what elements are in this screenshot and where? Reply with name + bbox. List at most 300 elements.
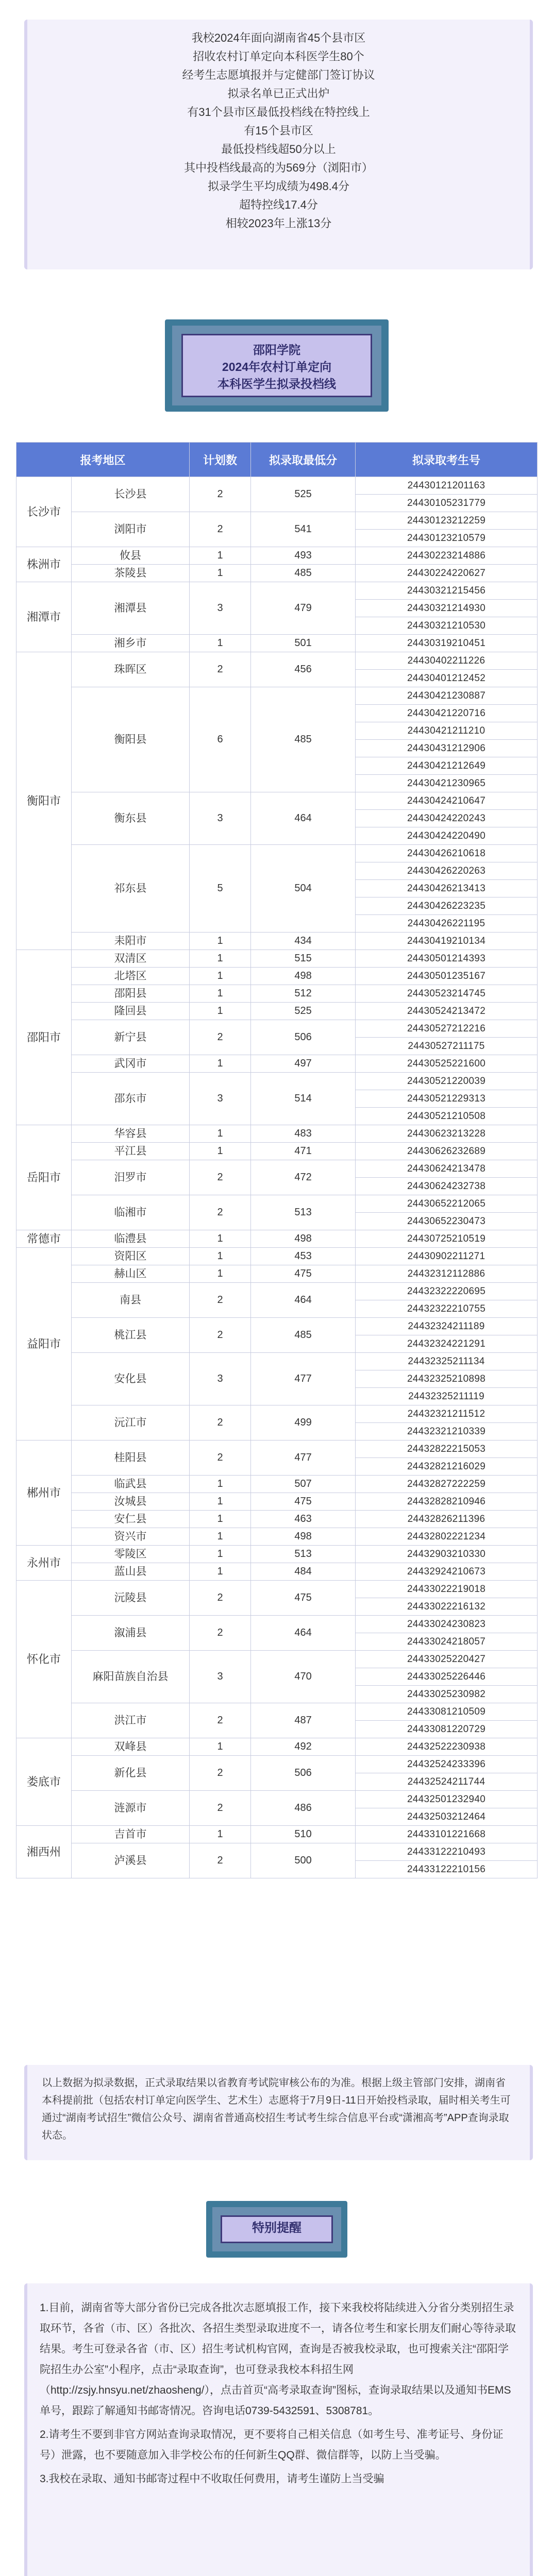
exam-id-cell: 24432903210330: [356, 1546, 538, 1563]
exam-id-cell: 24433101221668: [356, 1826, 538, 1843]
city-cell: 怀化市: [16, 1581, 72, 1738]
plan-cell: 1: [190, 933, 251, 950]
city-cell: 湘潭市: [16, 582, 72, 652]
table-row: [16, 1265, 538, 1283]
county-cell: 湘潭县: [72, 582, 190, 635]
min-score-cell: 497: [251, 1055, 356, 1073]
county-cell: 汝城县: [72, 1493, 190, 1511]
summary-line: 拟录名单已正式出炉: [227, 87, 330, 100]
summary-line: 招收农村订单定向本科医学生80个: [193, 50, 364, 63]
summary-line: 我校2024年面向湖南省45个县市区: [191, 31, 366, 44]
county-cell: 长沙县: [72, 477, 190, 512]
min-score-cell: 485: [251, 1318, 356, 1353]
exam-id-cell: 24430123212259: [356, 512, 538, 530]
min-score-cell: 515: [251, 950, 356, 968]
exam-id-cell: 24430624232738: [356, 1178, 538, 1195]
min-score-cell: 500: [251, 1843, 356, 1878]
exam-id-cell: 24430402211226: [356, 652, 538, 670]
exam-id-cell: 24430521229313: [356, 1090, 538, 1108]
county-cell: 隆回县: [72, 1003, 190, 1020]
table-row: [16, 512, 538, 530]
county-cell: 湘乡市: [72, 635, 190, 652]
plan-cell: 3: [190, 582, 251, 635]
county-cell: 双清区: [72, 950, 190, 968]
exam-id-cell: 24430121201163: [356, 477, 538, 495]
table-row: [16, 1283, 538, 1300]
county-cell: 资阳区: [72, 1248, 190, 1265]
exam-id-cell: 24430902211271: [356, 1248, 538, 1265]
min-score-cell: 477: [251, 1440, 356, 1476]
exam-id-cell: 24433024230823: [356, 1616, 538, 1633]
exam-id-cell: 24432503212464: [356, 1808, 538, 1826]
min-score-cell: 472: [251, 1160, 356, 1195]
exam-id-cell: 24430624213478: [356, 1160, 538, 1178]
exam-id-cell: 24430224220627: [356, 565, 538, 582]
min-score-cell: 464: [251, 1616, 356, 1651]
county-cell: 沅江市: [72, 1405, 190, 1440]
city-cell: 郴州市: [16, 1440, 72, 1546]
table-row: [16, 1826, 538, 1843]
exam-id-cell: 24430725210519: [356, 1230, 538, 1248]
min-score-cell: 434: [251, 933, 356, 950]
table-row: [16, 1125, 538, 1143]
min-score-cell: 477: [251, 1353, 356, 1405]
exam-id-cell: 24432324221291: [356, 1335, 538, 1353]
min-score-cell: 510: [251, 1826, 356, 1843]
exam-id-cell: 24430424210647: [356, 792, 538, 810]
heading-box: [181, 334, 372, 397]
plan-cell: 3: [190, 792, 251, 845]
heading-line-title: 本科医学生拟录投档线: [217, 377, 336, 391]
exam-id-cell: 24430321215456: [356, 582, 538, 600]
table-row: [16, 1546, 538, 1563]
county-cell: 双峰县: [72, 1738, 190, 1756]
plan-cell: 5: [190, 845, 251, 933]
table-row: [16, 1756, 538, 1773]
exam-id-cell: 24430501214393: [356, 950, 538, 968]
reminder-point-2: 2.请考生不要到非官方网站查询录取情况，更不要将自己相关信息（如考生号、准考证号、身份证号）泄露，也不要随意加入非学校公布的任何新生QQ群、微信群等，以防上当受骗。: [40, 2429, 504, 2461]
table-row: [16, 1616, 538, 1633]
exam-id-cell: 24430321210530: [356, 617, 538, 635]
plan-cell: 1: [190, 968, 251, 985]
county-cell: 浏阳市: [72, 512, 190, 547]
exam-id-cell: 24433025226446: [356, 1668, 538, 1686]
table-row: [16, 968, 538, 985]
plan-cell: 1: [190, 1055, 251, 1073]
exam-id-cell: 24430623213228: [356, 1125, 538, 1143]
county-cell: 新化县: [72, 1756, 190, 1791]
exam-id-cell: 24432501232940: [356, 1791, 538, 1808]
plan-cell: 2: [190, 1160, 251, 1195]
city-cell: 邵阳市: [16, 950, 72, 1125]
exam-id-cell: 24432822215053: [356, 1440, 538, 1458]
county-cell: 桂阳县: [72, 1440, 190, 1476]
table-row: [16, 1405, 538, 1423]
table-row: [16, 1738, 538, 1756]
exam-id-cell: 24430525221600: [356, 1055, 538, 1073]
plan-cell: 1: [190, 950, 251, 968]
exam-id-cell: 24432324211189: [356, 1318, 538, 1335]
table-row: [16, 1160, 538, 1178]
plan-cell: 1: [190, 1125, 251, 1143]
plan-cell: 1: [190, 1248, 251, 1265]
table-row: [16, 1511, 538, 1528]
plan-cell: 2: [190, 1405, 251, 1440]
min-score-cell: 514: [251, 1073, 356, 1125]
min-score-cell: 506: [251, 1020, 356, 1055]
min-score-cell: 512: [251, 985, 356, 1003]
county-cell: 资兴市: [72, 1528, 190, 1546]
plan-cell: 2: [190, 1703, 251, 1738]
plan-cell: 1: [190, 1143, 251, 1160]
plan-cell: 3: [190, 1353, 251, 1405]
plan-cell: 1: [190, 1528, 251, 1546]
exam-id-cell: 24430426210618: [356, 845, 538, 862]
min-score-cell: 513: [251, 1546, 356, 1563]
reminder-point-1: 1.目前，湖南省等大部分省份已完成各批次志愿填报工作，接下来我校将陆续进入分省分类别招生录取环节，各省（市、区）各批次、各招生类型录取进度不一，请各位考生和家长朋友们耐心等待录取结果。考生可登录各省（市、区）招生考试机构官网，查询是否被我校录取，也可搜索关注“邵阳学院招生办公室”小程序，点击“录取查询”，也可登录我校本科招生网（http://zsjy.hnsyu.net/zhaosheng/），点击首页“高考录取查询”图标，查询录取结果以及通知书EMS单号，跟踪了解通知书邮寄情况。咨询电话0739-5432591、5308781。: [40, 2302, 516, 2417]
min-score-cell: 498: [251, 1528, 356, 1546]
min-score-cell: 498: [251, 968, 356, 985]
min-score-cell: 513: [251, 1195, 356, 1230]
county-cell: 汨罗市: [72, 1160, 190, 1195]
table-row: [16, 1563, 538, 1581]
plan-cell: 1: [190, 635, 251, 652]
plan-cell: 2: [190, 1843, 251, 1878]
min-score-cell: 487: [251, 1703, 356, 1738]
plan-cell: 1: [190, 565, 251, 582]
summary-line: 拟录学生平均成绩为498.4分: [207, 180, 350, 193]
exam-id-cell: 24433081220729: [356, 1721, 538, 1738]
county-cell: 邵阳县: [72, 985, 190, 1003]
plan-cell: 2: [190, 652, 251, 687]
plan-cell: 2: [190, 1318, 251, 1353]
exam-id-cell: 24433122210493: [356, 1843, 538, 1861]
exam-id-cell: 24432325211134: [356, 1353, 538, 1370]
exam-id-cell: 24430424220490: [356, 827, 538, 845]
plan-cell: 3: [190, 1651, 251, 1703]
min-score-cell: 484: [251, 1563, 356, 1581]
summary-line: 超特控线17.4分: [239, 198, 318, 211]
min-score-cell: 525: [251, 477, 356, 512]
summary-lines: [27, 29, 530, 233]
table-row: [16, 1528, 538, 1546]
reminder-title: 特别提醒: [221, 2215, 333, 2243]
table-row: [16, 582, 538, 600]
exam-id-cell: 24430123210579: [356, 530, 538, 547]
exam-id-cell: 24433025220427: [356, 1651, 538, 1668]
county-cell: 赫山区: [72, 1265, 190, 1283]
city-cell: 岳阳市: [16, 1125, 72, 1230]
min-score-cell: 504: [251, 845, 356, 933]
min-score-cell: 525: [251, 1003, 356, 1020]
notice-text: 以上数据为拟录数据，正式录取结果以省教育考试院审核公布的为准。根据上级主管部门安排，湖南省本科提前批（包括农村订单定向医学生、艺术生）志愿将于7月9日-11日开始投档录取，届时相关考生可通过“湖南考试招生”微信公众号、湖南省普通高校招生考试考生综合信息平台或“潇湘高考”APP查询录取状态。: [42, 2077, 511, 2141]
city-cell: 湘西州: [16, 1826, 72, 1878]
exam-id-cell: 24432524233396: [356, 1756, 538, 1773]
min-score-cell: 470: [251, 1651, 356, 1703]
exam-id-cell: 24433022216132: [356, 1598, 538, 1616]
reminder-points-box: [24, 2283, 533, 2576]
county-cell: 南县: [72, 1283, 190, 1318]
exam-id-cell: 24432524211744: [356, 1773, 538, 1791]
table-row: [16, 1353, 538, 1370]
plan-cell: 2: [190, 1195, 251, 1230]
plan-cell: 2: [190, 1581, 251, 1616]
exam-id-cell: 24432325211119: [356, 1388, 538, 1405]
exam-id-cell: 24430419210134: [356, 933, 538, 950]
summary-line: 最低投档线超50分以上: [221, 143, 336, 156]
min-score-cell: 464: [251, 792, 356, 845]
plan-cell: 1: [190, 1826, 251, 1843]
table-row: [16, 1073, 538, 1090]
exam-id-cell: 24430626232689: [356, 1143, 538, 1160]
table-row: [16, 565, 538, 582]
plan-cell: 1: [190, 1546, 251, 1563]
county-cell: 武冈市: [72, 1055, 190, 1073]
exam-id-cell: 24430421212649: [356, 757, 538, 775]
exam-id-cell: 24430421230965: [356, 775, 538, 792]
exam-id-cell: 24432522230938: [356, 1738, 538, 1756]
table-row: [16, 1703, 538, 1721]
table-row: [16, 792, 538, 810]
exam-id-cell: 24432826211396: [356, 1511, 538, 1528]
min-score-cell: 541: [251, 512, 356, 547]
plan-cell: 1: [190, 1003, 251, 1020]
exam-id-cell: 24432321210339: [356, 1423, 538, 1440]
table-row: [16, 1843, 538, 1861]
min-score-cell: 471: [251, 1143, 356, 1160]
plan-cell: 1: [190, 1563, 251, 1581]
exam-id-cell: 24430426213413: [356, 880, 538, 897]
exam-id-cell: 24432821216029: [356, 1458, 538, 1476]
table-row: [16, 1020, 538, 1038]
exam-id-cell: 24430521210508: [356, 1108, 538, 1125]
exam-id-cell: 24430431212906: [356, 740, 538, 757]
plan-cell: 2: [190, 1020, 251, 1055]
plan-cell: 1: [190, 1738, 251, 1756]
county-cell: 洪江市: [72, 1703, 190, 1738]
exam-id-cell: 24432325210898: [356, 1370, 538, 1388]
plan-cell: 1: [190, 1265, 251, 1283]
plan-cell: 1: [190, 1476, 251, 1493]
exam-id-cell: 24432802221234: [356, 1528, 538, 1546]
table-row: [16, 1230, 538, 1248]
exam-id-cell: 24433025230982: [356, 1686, 538, 1703]
county-cell: 桃江县: [72, 1318, 190, 1353]
plan-cell: 1: [190, 1230, 251, 1248]
plan-cell: 2: [190, 1616, 251, 1651]
city-cell: 长沙市: [16, 477, 72, 547]
exam-id-cell: 24432312112886: [356, 1265, 538, 1283]
summary-line: 有15个县市区: [244, 124, 313, 137]
exam-id-cell: 24430527211175: [356, 1038, 538, 1055]
header-region: 报考地区: [16, 443, 190, 477]
plan-cell: 6: [190, 687, 251, 792]
county-cell: 溆浦县: [72, 1616, 190, 1651]
county-cell: 泸溪县: [72, 1843, 190, 1878]
county-cell: 涟源市: [72, 1791, 190, 1826]
exam-id-cell: 24432827222259: [356, 1476, 538, 1493]
county-cell: 衡东县: [72, 792, 190, 845]
county-cell: 平江县: [72, 1143, 190, 1160]
exam-id-cell: 24432322220695: [356, 1283, 538, 1300]
header-exam-id: 拟录取考生号: [356, 443, 538, 477]
exam-id-cell: 24430426221195: [356, 915, 538, 933]
plan-cell: 1: [190, 985, 251, 1003]
table-row: [16, 687, 538, 705]
table-row: [16, 635, 538, 652]
summary-line: 相较2023年上涨13分: [225, 217, 332, 230]
county-cell: 麻阳苗族自治县: [72, 1651, 190, 1703]
county-cell: 华容县: [72, 1125, 190, 1143]
county-cell: 新宁县: [72, 1020, 190, 1055]
min-score-cell: 493: [251, 547, 356, 565]
summary-line: 有31个县市区最低投档线在特控线上: [187, 106, 370, 118]
exam-id-cell: 24430521220039: [356, 1073, 538, 1090]
table-row: [16, 1791, 538, 1808]
summary-line: 其中投档线最高的为569分（浏阳市）: [184, 161, 373, 174]
table-row: [16, 1581, 538, 1598]
min-score-cell: 483: [251, 1125, 356, 1143]
exam-id-cell: 24432924210673: [356, 1563, 538, 1581]
plan-cell: 1: [190, 1493, 251, 1511]
min-score-cell: 501: [251, 635, 356, 652]
exam-id-cell: 24430319210451: [356, 635, 538, 652]
table-row: [16, 1055, 538, 1073]
exam-id-cell: 24432321211512: [356, 1405, 538, 1423]
header-plan: 计划数: [190, 443, 251, 477]
table-header-row: [16, 443, 538, 477]
min-score-cell: 507: [251, 1476, 356, 1493]
table-row: [16, 1003, 538, 1020]
plan-cell: 2: [190, 1440, 251, 1476]
heading-banner: [165, 319, 389, 412]
county-cell: 蓝山县: [72, 1563, 190, 1581]
exam-id-cell: 24430401212452: [356, 670, 538, 687]
min-score-cell: 479: [251, 582, 356, 635]
city-cell: 衡阳市: [16, 652, 72, 950]
min-score-cell: 498: [251, 1230, 356, 1248]
county-cell: 沅陵县: [72, 1581, 190, 1616]
plan-cell: 2: [190, 1283, 251, 1318]
min-score-cell: 475: [251, 1581, 356, 1616]
table-row: [16, 933, 538, 950]
min-score-cell: 499: [251, 1405, 356, 1440]
county-cell: 耒阳市: [72, 933, 190, 950]
county-cell: 北塔区: [72, 968, 190, 985]
exam-id-cell: 24430652212065: [356, 1195, 538, 1213]
min-score-cell: 475: [251, 1493, 356, 1511]
plan-cell: 1: [190, 547, 251, 565]
table-row: [16, 1493, 538, 1511]
table-row: [16, 547, 538, 565]
header-min-score: 拟录取最低分: [251, 443, 356, 477]
exam-id-cell: 24432828210946: [356, 1493, 538, 1511]
county-cell: 珠晖区: [72, 652, 190, 687]
table-row: [16, 985, 538, 1003]
summary-line: 经考生志愿填报并与定健部门签订协议: [182, 69, 375, 81]
county-cell: 临湘市: [72, 1195, 190, 1230]
table-row: [16, 845, 538, 862]
admission-table: [16, 442, 538, 1878]
reminder-point-3: 3.我校在录取、通知书邮寄过程中不收取任何费用，请考生谨防上当受骗: [40, 2473, 384, 2485]
table-row: [16, 1440, 538, 1458]
exam-id-cell: 24430223214886: [356, 547, 538, 565]
exam-id-cell: 24433081210509: [356, 1703, 538, 1721]
exam-id-cell: 24433024218057: [356, 1633, 538, 1651]
notice-box: [24, 2065, 533, 2160]
summary-box: [24, 20, 533, 269]
county-cell: 祁东县: [72, 845, 190, 933]
min-score-cell: 475: [251, 1265, 356, 1283]
plan-cell: 2: [190, 512, 251, 547]
table-row: [16, 1143, 538, 1160]
min-score-cell: 453: [251, 1248, 356, 1265]
plan-cell: 1: [190, 1511, 251, 1528]
city-cell: 益阳市: [16, 1248, 72, 1440]
exam-id-cell: 24433122210156: [356, 1861, 538, 1878]
min-score-cell: 456: [251, 652, 356, 687]
county-cell: 临武县: [72, 1476, 190, 1493]
exam-id-cell: 24430527212216: [356, 1020, 538, 1038]
county-cell: 安化县: [72, 1353, 190, 1405]
min-score-cell: 485: [251, 565, 356, 582]
exam-id-cell: 24430652230473: [356, 1213, 538, 1230]
min-score-cell: 506: [251, 1756, 356, 1791]
table-body: [16, 477, 538, 1878]
exam-id-cell: 24430105231779: [356, 495, 538, 512]
min-score-cell: 464: [251, 1283, 356, 1318]
exam-id-cell: 24430421230887: [356, 687, 538, 705]
table-row: [16, 950, 538, 968]
county-cell: 茶陵县: [72, 565, 190, 582]
table-row: [16, 1318, 538, 1335]
exam-id-cell: 24430321214930: [356, 600, 538, 617]
county-cell: 攸县: [72, 547, 190, 565]
heading-line-year: 2024年农村订单定向: [222, 360, 332, 374]
min-score-cell: 463: [251, 1511, 356, 1528]
table-row: [16, 1476, 538, 1493]
exam-id-cell: 24433022219018: [356, 1581, 538, 1598]
heading-frame: [172, 326, 381, 405]
reminder-banner: [206, 2201, 347, 2258]
exam-id-cell: 24432322210755: [356, 1300, 538, 1318]
exam-id-cell: 24430421211210: [356, 722, 538, 740]
table-row: [16, 477, 538, 495]
plan-cell: 2: [190, 1791, 251, 1826]
county-cell: 零陵区: [72, 1546, 190, 1563]
table-row: [16, 1195, 538, 1213]
plan-cell: 3: [190, 1073, 251, 1125]
table-row: [16, 1248, 538, 1265]
plan-cell: 2: [190, 477, 251, 512]
exam-id-cell: 24430426220263: [356, 862, 538, 880]
county-cell: 安仁县: [72, 1511, 190, 1528]
city-cell: 株洲市: [16, 547, 72, 582]
exam-id-cell: 24430501235167: [356, 968, 538, 985]
table-row: [16, 1651, 538, 1668]
city-cell: 永州市: [16, 1546, 72, 1581]
county-cell: 衡阳县: [72, 687, 190, 792]
county-cell: 邵东市: [72, 1073, 190, 1125]
city-cell: 常德市: [16, 1230, 72, 1248]
county-cell: 临澧县: [72, 1230, 190, 1248]
city-cell: 娄底市: [16, 1738, 72, 1826]
exam-id-cell: 24430524213472: [356, 1003, 538, 1020]
min-score-cell: 492: [251, 1738, 356, 1756]
exam-id-cell: 24430424220243: [356, 810, 538, 827]
table-row: [16, 652, 538, 670]
min-score-cell: 486: [251, 1791, 356, 1826]
